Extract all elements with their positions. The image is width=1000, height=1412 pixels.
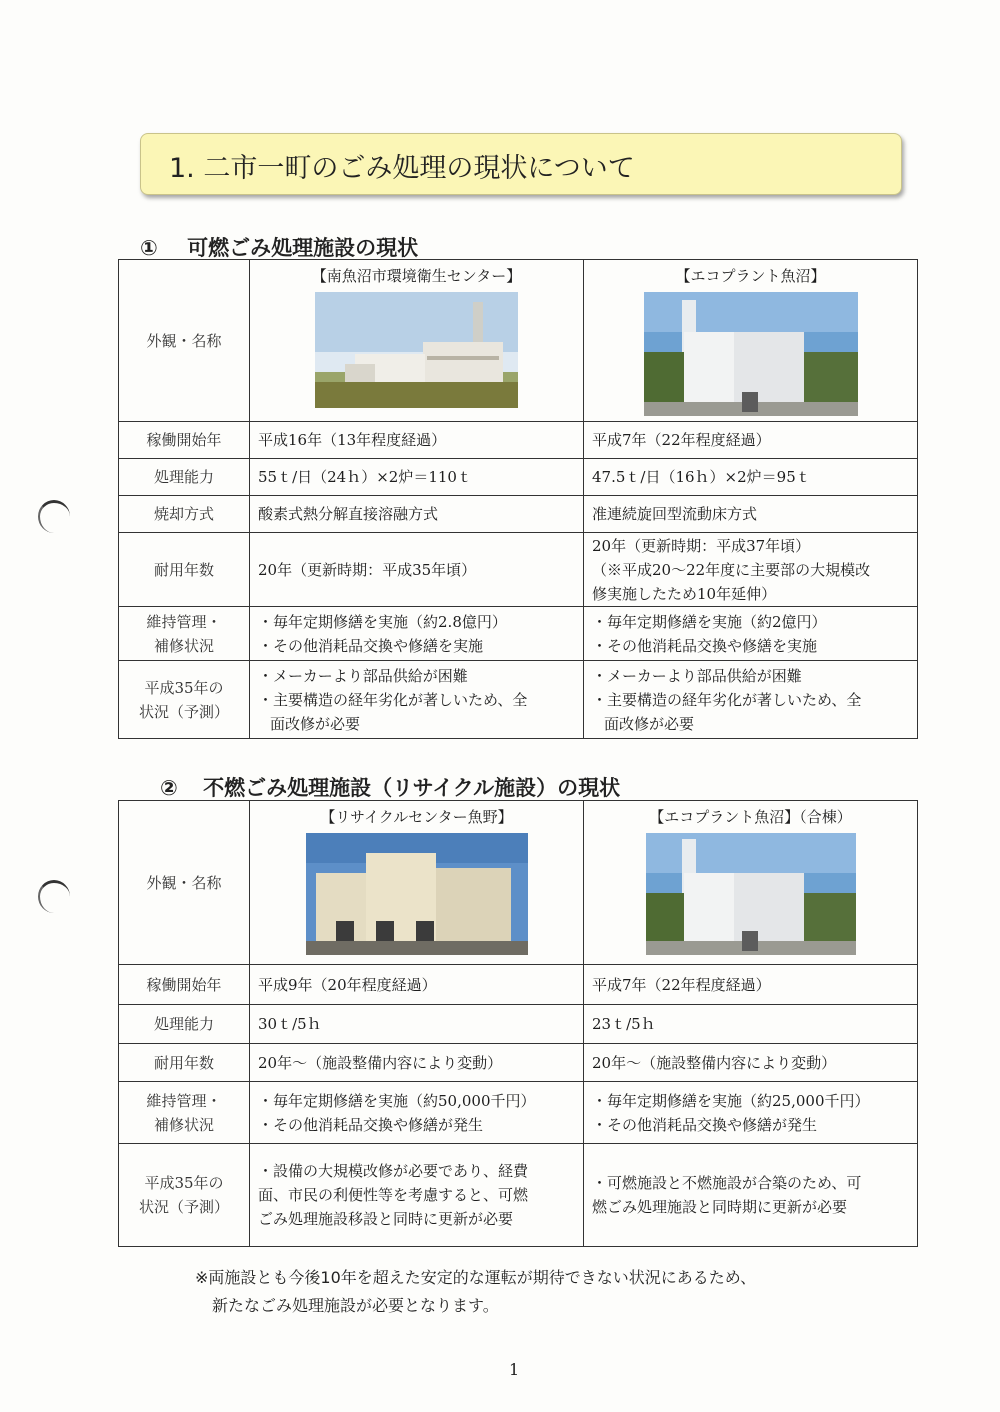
page-title: 1. 二市一町のごみ処理の現状について (169, 153, 635, 184)
row-label-forecast-line2: 状況（予測） (138, 1198, 229, 1216)
facility-a-maintenance (250, 1082, 584, 1144)
row-label-capacity: 処理能力 (119, 1005, 250, 1044)
facility-a-maint-line1: ・毎年定期修繕を実施（約50,000千円） (258, 1091, 536, 1110)
table-row (119, 1044, 918, 1082)
facility-a-start: 平成16年（13年程度経過） (250, 422, 584, 459)
row-label-start: 稼働開始年 (119, 422, 250, 459)
facility-b-forecast (584, 1144, 918, 1247)
section1-title: 可燃ごみ処理施設の現状 (187, 236, 419, 260)
facility-a-forecast-line3: ごみ処理施設移設と同時に更新が必要 (258, 1210, 514, 1228)
facility-b-capacity: 23ｔ/5ｈ (584, 1005, 918, 1044)
facility-a-maintenance (250, 607, 584, 661)
page-number: 1 (509, 1360, 520, 1379)
section2-number: ② (160, 776, 178, 800)
facility-b-cell (584, 260, 918, 422)
facility-b-forecast-line2: ・主要構造の経年劣化が著しいため、全 (592, 690, 862, 709)
row-label-capacity: 処理能力 (119, 459, 250, 496)
facility-a-forecast-line2: ・主要構造の経年劣化が著しいため、全 (258, 690, 528, 709)
facility-b-lifespan-line1: 20年（更新時期：平成37年頃） (592, 536, 811, 555)
row-label-forecast (119, 1144, 250, 1247)
note-line2: 新たなごみ処理施設が必要となります。 (212, 1296, 499, 1315)
row-label-appearance: 外観・名称 (119, 260, 250, 422)
facility-a-maint-line1: ・毎年定期修繕を実施（約2.8億円） (258, 612, 507, 631)
facility-a-forecast-line3: 面改修が必要 (270, 714, 361, 733)
table-row (119, 533, 918, 607)
facility-b-lifespan-cell (584, 533, 918, 607)
section1-number: ① (140, 236, 158, 260)
facility-b-maintenance (584, 607, 918, 661)
facility-b-name: 【エコプラント魚沼】 (675, 267, 826, 285)
row-label-maintenance (119, 607, 250, 661)
combustible-facility-table (118, 259, 918, 739)
facility-a-name: 【リサイクルセンター魚野】 (320, 808, 513, 826)
facility-b-lifespan-line3: 修実施したため10年延伸） (592, 584, 777, 603)
row-label-forecast-line1: 平成35年の (144, 678, 224, 697)
row-label-forecast-line2: 状況（予測） (138, 702, 229, 721)
row-label-forecast-line1: 平成35年の (144, 1174, 224, 1192)
table-row (119, 496, 918, 533)
facility-b-forecast-line2: 燃ごみ処理施設と同時期に更新が必要 (592, 1198, 848, 1216)
facility-a-capacity: 30ｔ/5ｈ (250, 1005, 584, 1044)
facility-b-start: 平成7年（22年程度経過） (584, 422, 918, 459)
facility-b-forecast-line1: ・メーカーより部品供給が困難 (592, 666, 802, 685)
title-box (140, 133, 902, 195)
punch-hole-top (38, 500, 70, 533)
facility-a-name: 【南魚沼市環境衛生センター】 (311, 267, 522, 285)
row-label-maintenance (119, 1082, 250, 1144)
facility-a-forecast-line2: 面、市民の利便性等を考慮すると、可燃 (258, 1186, 529, 1204)
section1-heading (140, 232, 418, 262)
row-label-appearance: 外観・名称 (119, 801, 250, 965)
facility-b-photo (646, 833, 856, 955)
table-row (119, 459, 918, 496)
facility-a-lifespan: 20年～（施設整備内容により変動） (250, 1044, 584, 1082)
facility-a-photo (315, 292, 518, 408)
facility-a-photo (306, 833, 528, 955)
facility-a-lifespan: 20年（更新時期：平成35年頃） (250, 533, 584, 607)
facility-a-capacity: 55ｔ/日（24ｈ）×2炉＝110ｔ (250, 459, 584, 496)
row-label-lifespan: 耐用年数 (119, 1044, 250, 1082)
table-row (119, 801, 918, 965)
row-label-forecast (119, 661, 250, 739)
facility-a-forecast (250, 661, 584, 739)
table-row (119, 661, 918, 739)
note-line1: ※両施設とも今後10年を超えた安定的な運転が期待できない状況にあるため、 (195, 1268, 757, 1287)
facility-b-photo (644, 292, 858, 416)
facility-b-method: 准連続旋回型流動床方式 (584, 496, 918, 533)
facility-a-cell (250, 260, 584, 422)
facility-b-cell (584, 801, 918, 965)
table-row (119, 422, 918, 459)
facility-b-forecast-line1: ・可燃施設と不燃施設が合築のため、可 (592, 1174, 862, 1192)
facility-b-capacity: 47.5ｔ/日（16ｈ）×2炉＝95ｔ (584, 459, 918, 496)
facility-a-forecast-line1: ・メーカーより部品供給が困難 (258, 666, 468, 685)
facility-a-maint-line2: ・その他消耗品交換や修繕を実施 (258, 636, 484, 655)
table-row (119, 260, 918, 422)
table-row (119, 1005, 918, 1044)
table-row (119, 607, 918, 661)
facility-b-forecast (584, 661, 918, 739)
row-label-start: 稼働開始年 (119, 965, 250, 1005)
facility-b-start: 平成7年（22年程度経過） (584, 965, 918, 1005)
row-label-method: 焼却方式 (119, 496, 250, 533)
section2-title: 不燃ごみ処理施設（リサイクル施設）の現状 (203, 776, 621, 800)
facility-a-start: 平成9年（20年程度経過） (250, 965, 584, 1005)
facility-b-name: 【エコプラント魚沼】（合棟） (649, 808, 852, 826)
facility-b-maint-line2: ・その他消耗品交換や修繕が発生 (592, 1115, 818, 1134)
facility-b-lifespan: 20年～（施設整備内容により変動） (584, 1044, 918, 1082)
noncombustible-facility-table (118, 800, 918, 1247)
section2-heading (160, 772, 620, 802)
row-label-maintenance-line2: 補修状況 (153, 1115, 214, 1134)
facility-b-maint-line2: ・その他消耗品交換や修繕を実施 (592, 636, 818, 655)
facility-a-forecast (250, 1144, 584, 1247)
facility-b-forecast-line3: 面改修が必要 (604, 714, 695, 733)
row-label-maintenance-line1: 維持管理・ (146, 1091, 222, 1110)
table-row (119, 1144, 918, 1247)
table-row (119, 1082, 918, 1144)
facility-b-lifespan-line2: （※平成20～22年度に主要部の大規模改 (592, 560, 871, 579)
table-row (119, 965, 918, 1005)
row-label-lifespan: 耐用年数 (119, 533, 250, 607)
facility-a-method: 酸素式熱分解直接溶融方式 (250, 496, 584, 533)
punch-hole-bottom (38, 880, 70, 913)
facility-b-maint-line1: ・毎年定期修繕を実施（約2億円） (592, 612, 827, 631)
row-label-maintenance-line2: 補修状況 (153, 636, 214, 655)
facility-a-forecast-line1: ・設備の大規模改修が必要であり、経費 (258, 1162, 529, 1180)
row-label-maintenance-line1: 維持管理・ (146, 612, 222, 631)
facility-b-maint-line1: ・毎年定期修繕を実施（約25,000千円） (592, 1091, 870, 1110)
facility-a-maint-line2: ・その他消耗品交換や修繕が発生 (258, 1115, 484, 1134)
facility-b-maintenance (584, 1082, 918, 1144)
facility-a-cell (250, 801, 584, 965)
